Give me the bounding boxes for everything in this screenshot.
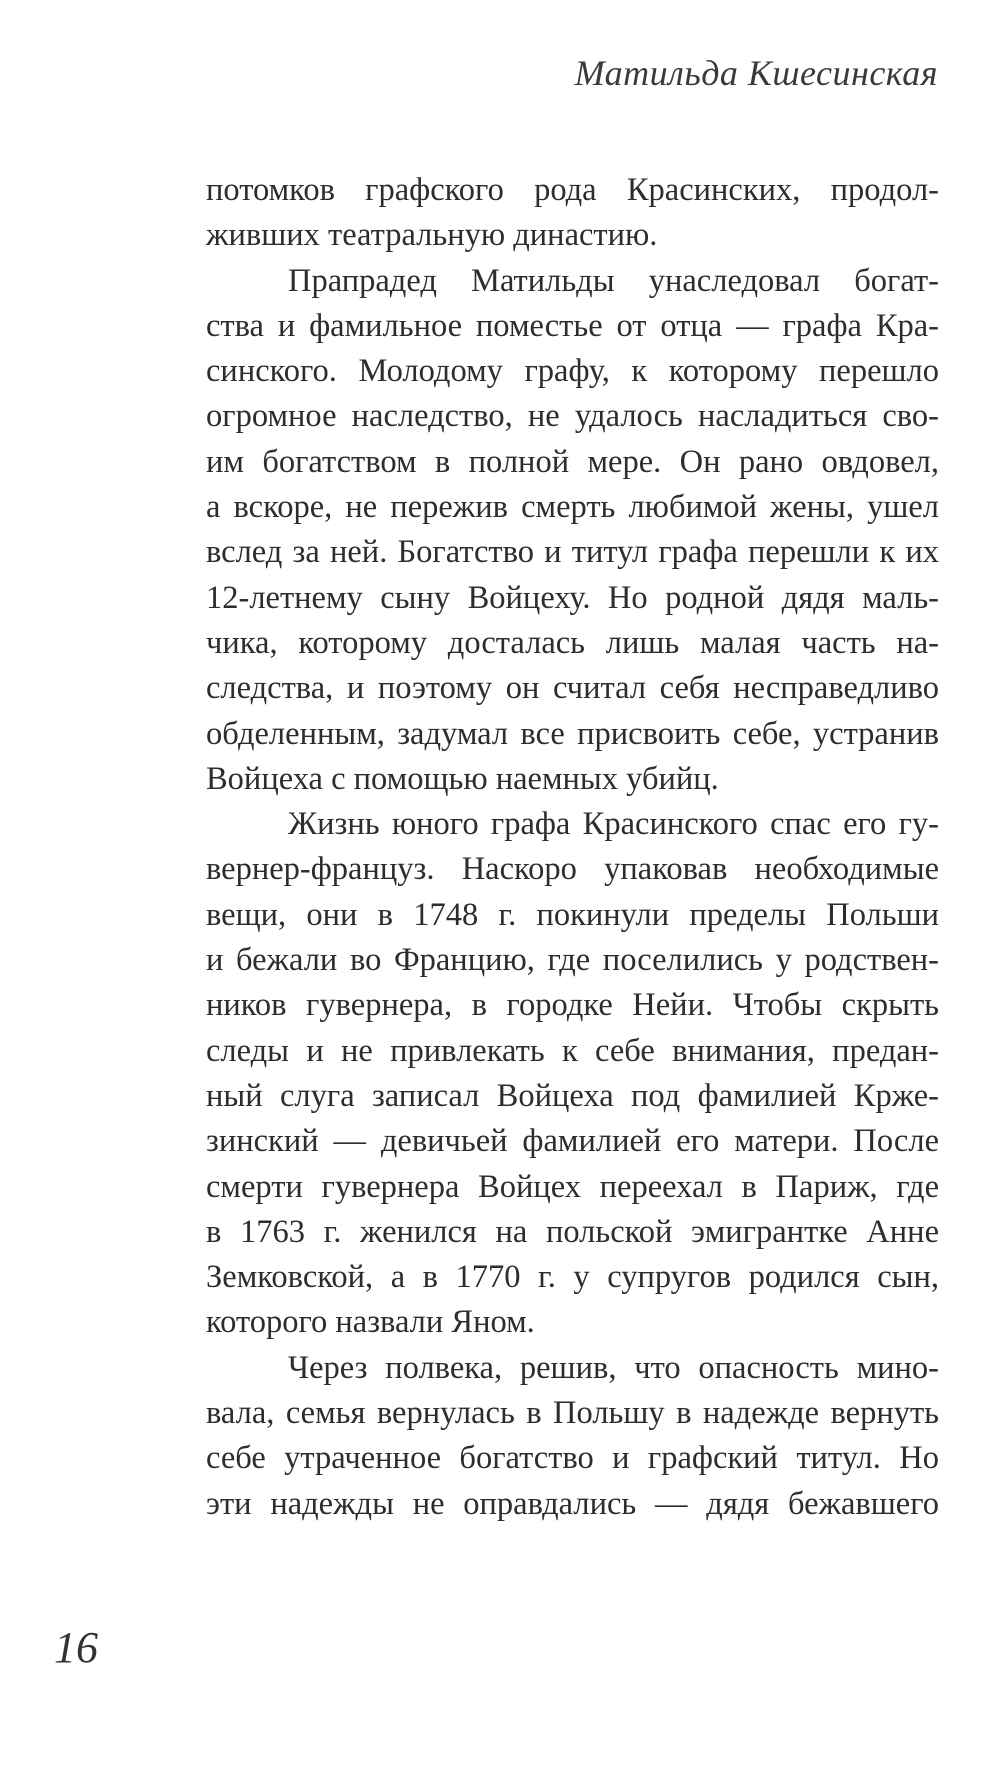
text-line: потомков графского рода Красинских, продол- [206,172,939,208]
text-line: эти надежды не оправдались — дядя бежавшего [206,1485,939,1522]
text-line: смерти гувернера Войцех переехал в Париж, где [206,1168,939,1205]
text-line: живших театральную династию. [206,217,658,254]
text-line: а вскоре, не пережив смерть любимой жены, ушел [206,489,939,526]
paragraph-1 [206,168,939,259]
text-line: Земковской, а в 1770 г. у супругов родился сын, [206,1259,939,1296]
text-line: вала, семья вернулась в Польшу в надежде вернуть [206,1395,939,1432]
text-line: им богатством в полной мере. Он рано овдовел, [206,443,939,480]
text-line: огромное наследство, не удалось насладиться сво- [206,398,939,435]
text-line: которого назвали Яном. [206,1304,535,1341]
text-line: синского. Молодому графу, к которому перешло [206,353,939,390]
running-head: Матильда Кшесинская [574,53,938,93]
text-line: чика, которому досталась лишь малая часть на- [206,624,939,661]
paragraph-4 [206,1346,939,1527]
text-line: Жизнь юного графа Красинского спас его гу- [288,806,939,843]
text-line: и бежали во Францию, где поселились у родствен- [206,942,939,979]
paragraph-3 [206,802,939,1346]
text-line: Через полвека, решив, что опасность мино- [288,1349,939,1386]
paragraph-2 [206,259,939,803]
text-line: Войцеха с помощью наемных убийц. [206,760,719,797]
text-line: зинский — девичьей фамилией его матери. После [206,1123,939,1160]
text-line: Прапрадед Матильды унаследовал богат- [288,262,939,299]
text-line: следства, и поэтому он считал себя несправедливо [206,670,939,707]
text-line: следы и не привлекать к себе внимания, предан- [206,1032,939,1069]
body-text [206,168,939,1527]
text-line: ный слуга записал Войцеха под фамилией Крже- [206,1077,939,1114]
page-number: 16 [54,1623,98,1672]
text-line: в 1763 г. женился на польской эмигрантке Анне [206,1213,939,1250]
text-line: ства и фамильное поместье от отца — графа Кра- [206,307,939,344]
text-line: вслед за ней. Богатство и титул графа перешли к их [206,534,939,571]
text-line: себе утраченное богатство и графский титул. Но [206,1440,939,1477]
text-line: ников гувернера, в городке Нейи. Чтобы скрыть [206,987,939,1024]
text-line: 12-летнему сыну Войцеху. Но родной дядя маль- [206,579,939,616]
text-line: обделенным, задумал все присвоить себе, устранив [206,715,939,752]
text-line: вещи, они в 1748 г. покинули пределы Польши [206,896,939,933]
text-line: вернер-француз. Наскоро упаковав необходимые [206,851,939,888]
